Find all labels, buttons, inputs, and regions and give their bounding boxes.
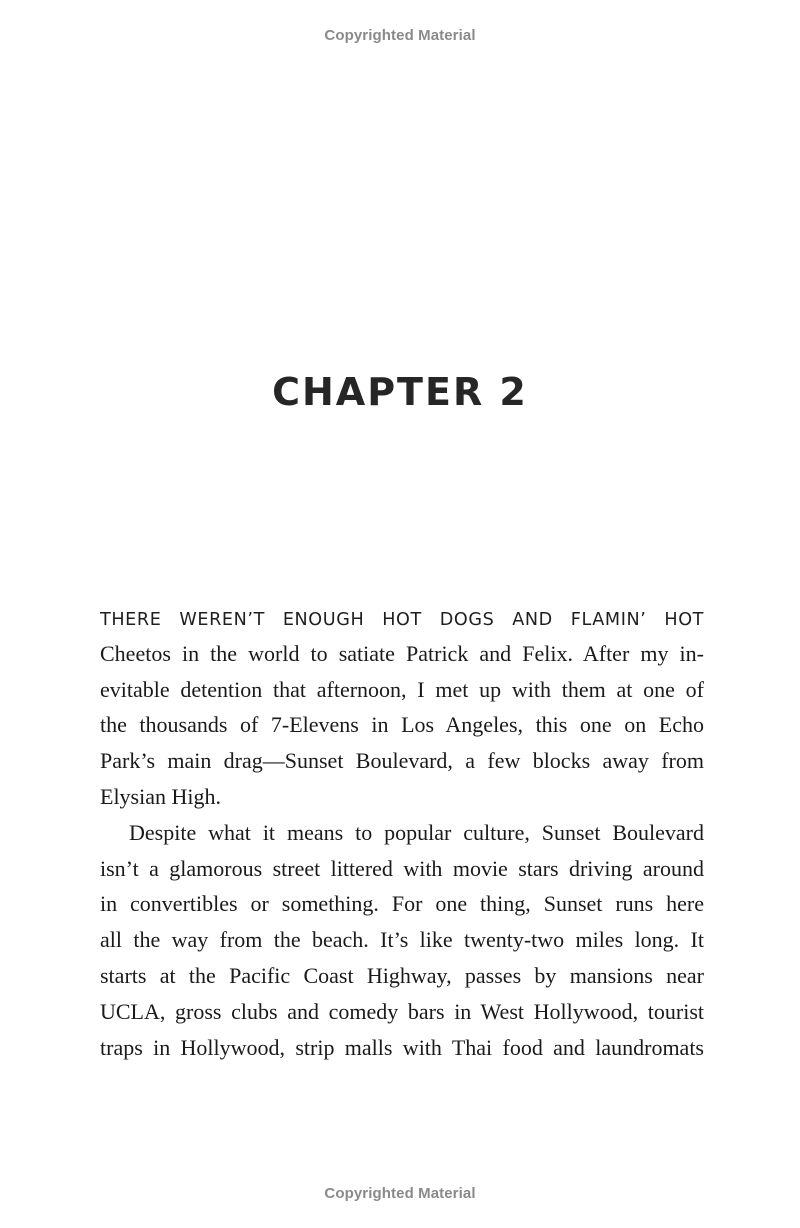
copyright-watermark-top: Copyrighted Material xyxy=(324,27,476,44)
copyright-watermark-bottom: Copyrighted Material xyxy=(324,1185,476,1202)
paragraph-2-line-2: isn’t a glamorous street littered with movie stars driving around xyxy=(100,855,704,881)
paragraph-2-line-7: traps in Hollywood, strip malls with Thai food and laundromats xyxy=(100,1034,704,1060)
paragraph-2-line-4: all the way from the beach. It’s like twenty-two miles long. It xyxy=(100,927,704,953)
paragraph-1-lead-in: THERE WEREN’T ENOUGH HOT DOGS AND FLAMIN’ HOT xyxy=(100,610,704,630)
paragraph-2-line-1: Despite what it means to popular culture, Sunset Boulevard xyxy=(129,819,704,845)
paragraph-1-line-3: the thousands of 7-Elevens in Los Angeles, this one on Echo xyxy=(100,712,704,738)
chapter-title: CHAPTER 2 xyxy=(272,370,528,414)
paragraph-1-line-5: Elysian High. xyxy=(100,783,221,809)
paragraph-2-line-5: starts at the Pacific Coast Highway, passes by mansions near xyxy=(100,962,704,988)
paragraph-2-line-6: UCLA, gross clubs and comedy bars in West Hollywood, tourist xyxy=(100,998,704,1024)
chapter-body xyxy=(100,600,704,1065)
paragraph-2-line-3: in convertibles or something. For one thing, Sunset runs here xyxy=(100,891,704,917)
paragraph-1-line-1: Cheetos in the world to satiate Patrick and Felix. After my in- xyxy=(100,640,704,666)
paragraph-1-line-0 xyxy=(100,600,704,636)
paragraph-1-line-2: evitable detention that afternoon, I met up with them at one of xyxy=(100,676,704,702)
paragraph-1-line-4: Park’s main drag—Sunset Boulevard, a few blocks away from xyxy=(100,748,704,774)
